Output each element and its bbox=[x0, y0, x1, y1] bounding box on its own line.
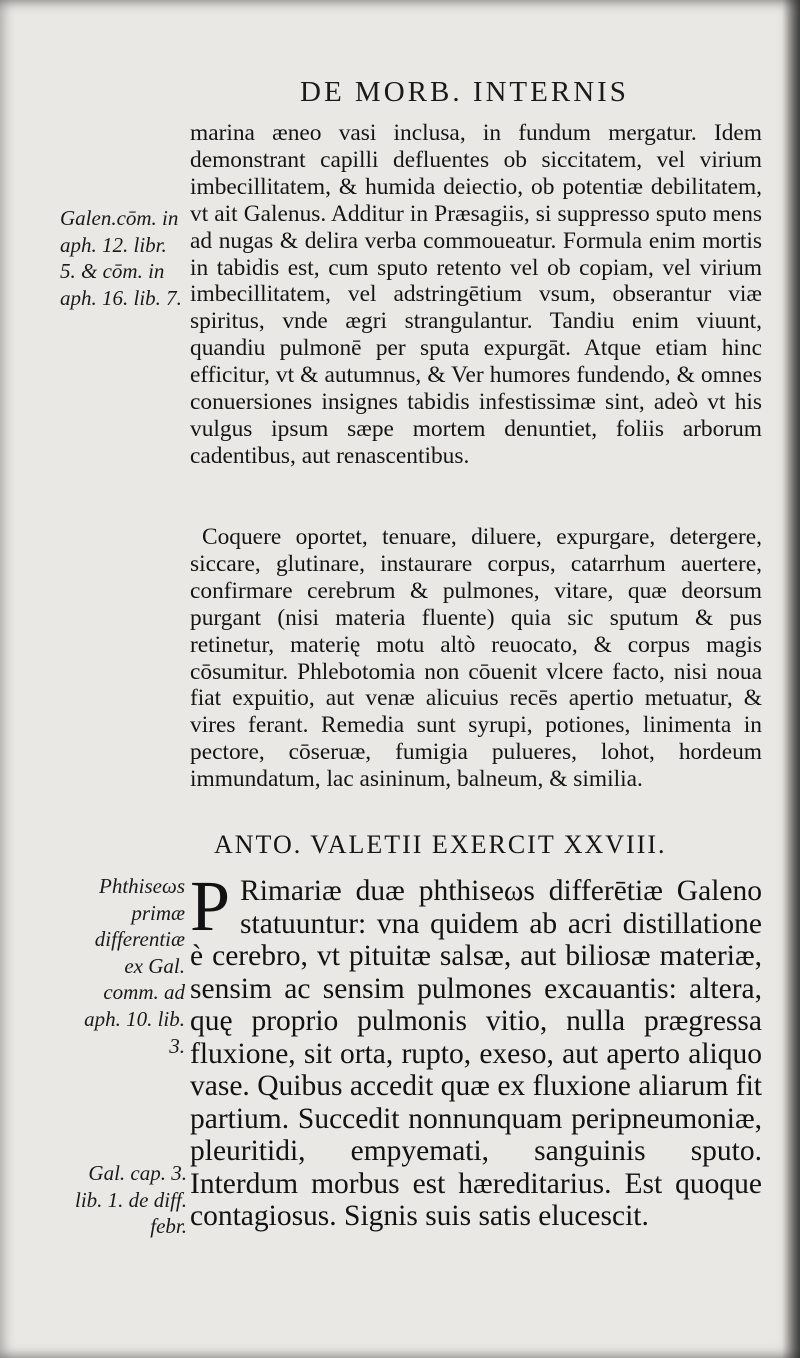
running-header: DE MORB. INTERNIS bbox=[300, 76, 629, 108]
margin-note-phthisis: Phthiseωs primæ differentiæ ex Gal. comm. ad aph. 10. lib. 3. bbox=[84, 874, 185, 1058]
text-block-1 bbox=[190, 120, 762, 470]
paragraph-2: Coquere oportet, tenuare, diluere, expurgare, detergere, siccare, glutinare, instaurare corpus, catarrhum auertere, confirmare cerebrum & pulmones, vitare, quæ deorsum purgant (nisi materia fluente) quia sic sputum & pus retinetur, materię motu altò reuocato, & corpus magis cōsumitur. Phlebotomia non cōuenit vlcere facto, nisi noua fiat expuitio, aut venæ alicuius recēs apertio metuatur, & vires ferant. Remedia sunt syrupi, potiones, linimenta in pectore, cōseruæ, fumigia pulueres, lohot, hordeum immundatum, lac asininum, balneum, & similia. bbox=[190, 524, 762, 793]
section-heading: ANTO. VALETII EXERCIT XXVIII. bbox=[214, 830, 667, 859]
section-body bbox=[190, 866, 762, 1233]
paragraph-1: marina æneo vasi inclusa, in fundum mergatur. Idem demonstrant capilli defluentes ob siccitatem, vel virium imbecillitatem, & humida deiectio, ob potentiæ debilitatem, vt ait Galenus. Additur in Præsagiis, si suppresso sputo mens ad nugas & delira verba commoueatur. Formula enim mortis in tabidis est, cum sputo retento vel ob copiam, vel virium imbecillitatem, vel adstringētium vsum, obserantur viæ spiritus, vnde ægri strangulantur. Tandiu enim viuunt, quandiu pulmonē per sputa expurgāt. Atque etiam hinc efficitur, vt & autumnus, & Ver humores fundendo, & omnes conuersiones insignes tabidis infestissimæ sint, adeò vt his vulgus ipsum sæpe mortem denuntiet, foliis arborum cadentibus, aut renascentibus. bbox=[190, 120, 762, 469]
margin-note-galen-aph: Galen.cōm. in aph. 12. libr. 5. & cōm. in aph. 16. lib. 7. bbox=[60, 206, 182, 310]
margin-note-diff-febr: Gal. cap. 3. lib. 1. de diff. febr. bbox=[75, 1161, 187, 1239]
section-paragraph: Rimariæ duæ phthiseωs differētiæ Galeno statuuntur: vna quidem ab acri distillatione è cerebro, vt pituitæ salsæ, aut biliosæ materiæ, sensim ac sensim pulmones excauantis: altera, quę proprio pulmonis vitio, nulla prægressa fluxione, sit orta, rupto, exeso, aut aperto aliquo vase. Quibus accedit quæ ex fluxione aliarum fit partium. Succedit nonnunquam peripneumoniæ, pleuritidi, empyemati, sanguinis sputo. Interdum morbus est hæreditarius. Est quoque contagiosus. Signis suis satis elucescit. bbox=[190, 875, 762, 1232]
text-block-2 bbox=[190, 524, 762, 793]
spine-shadow bbox=[782, 0, 800, 1358]
drop-cap: P bbox=[190, 866, 231, 946]
